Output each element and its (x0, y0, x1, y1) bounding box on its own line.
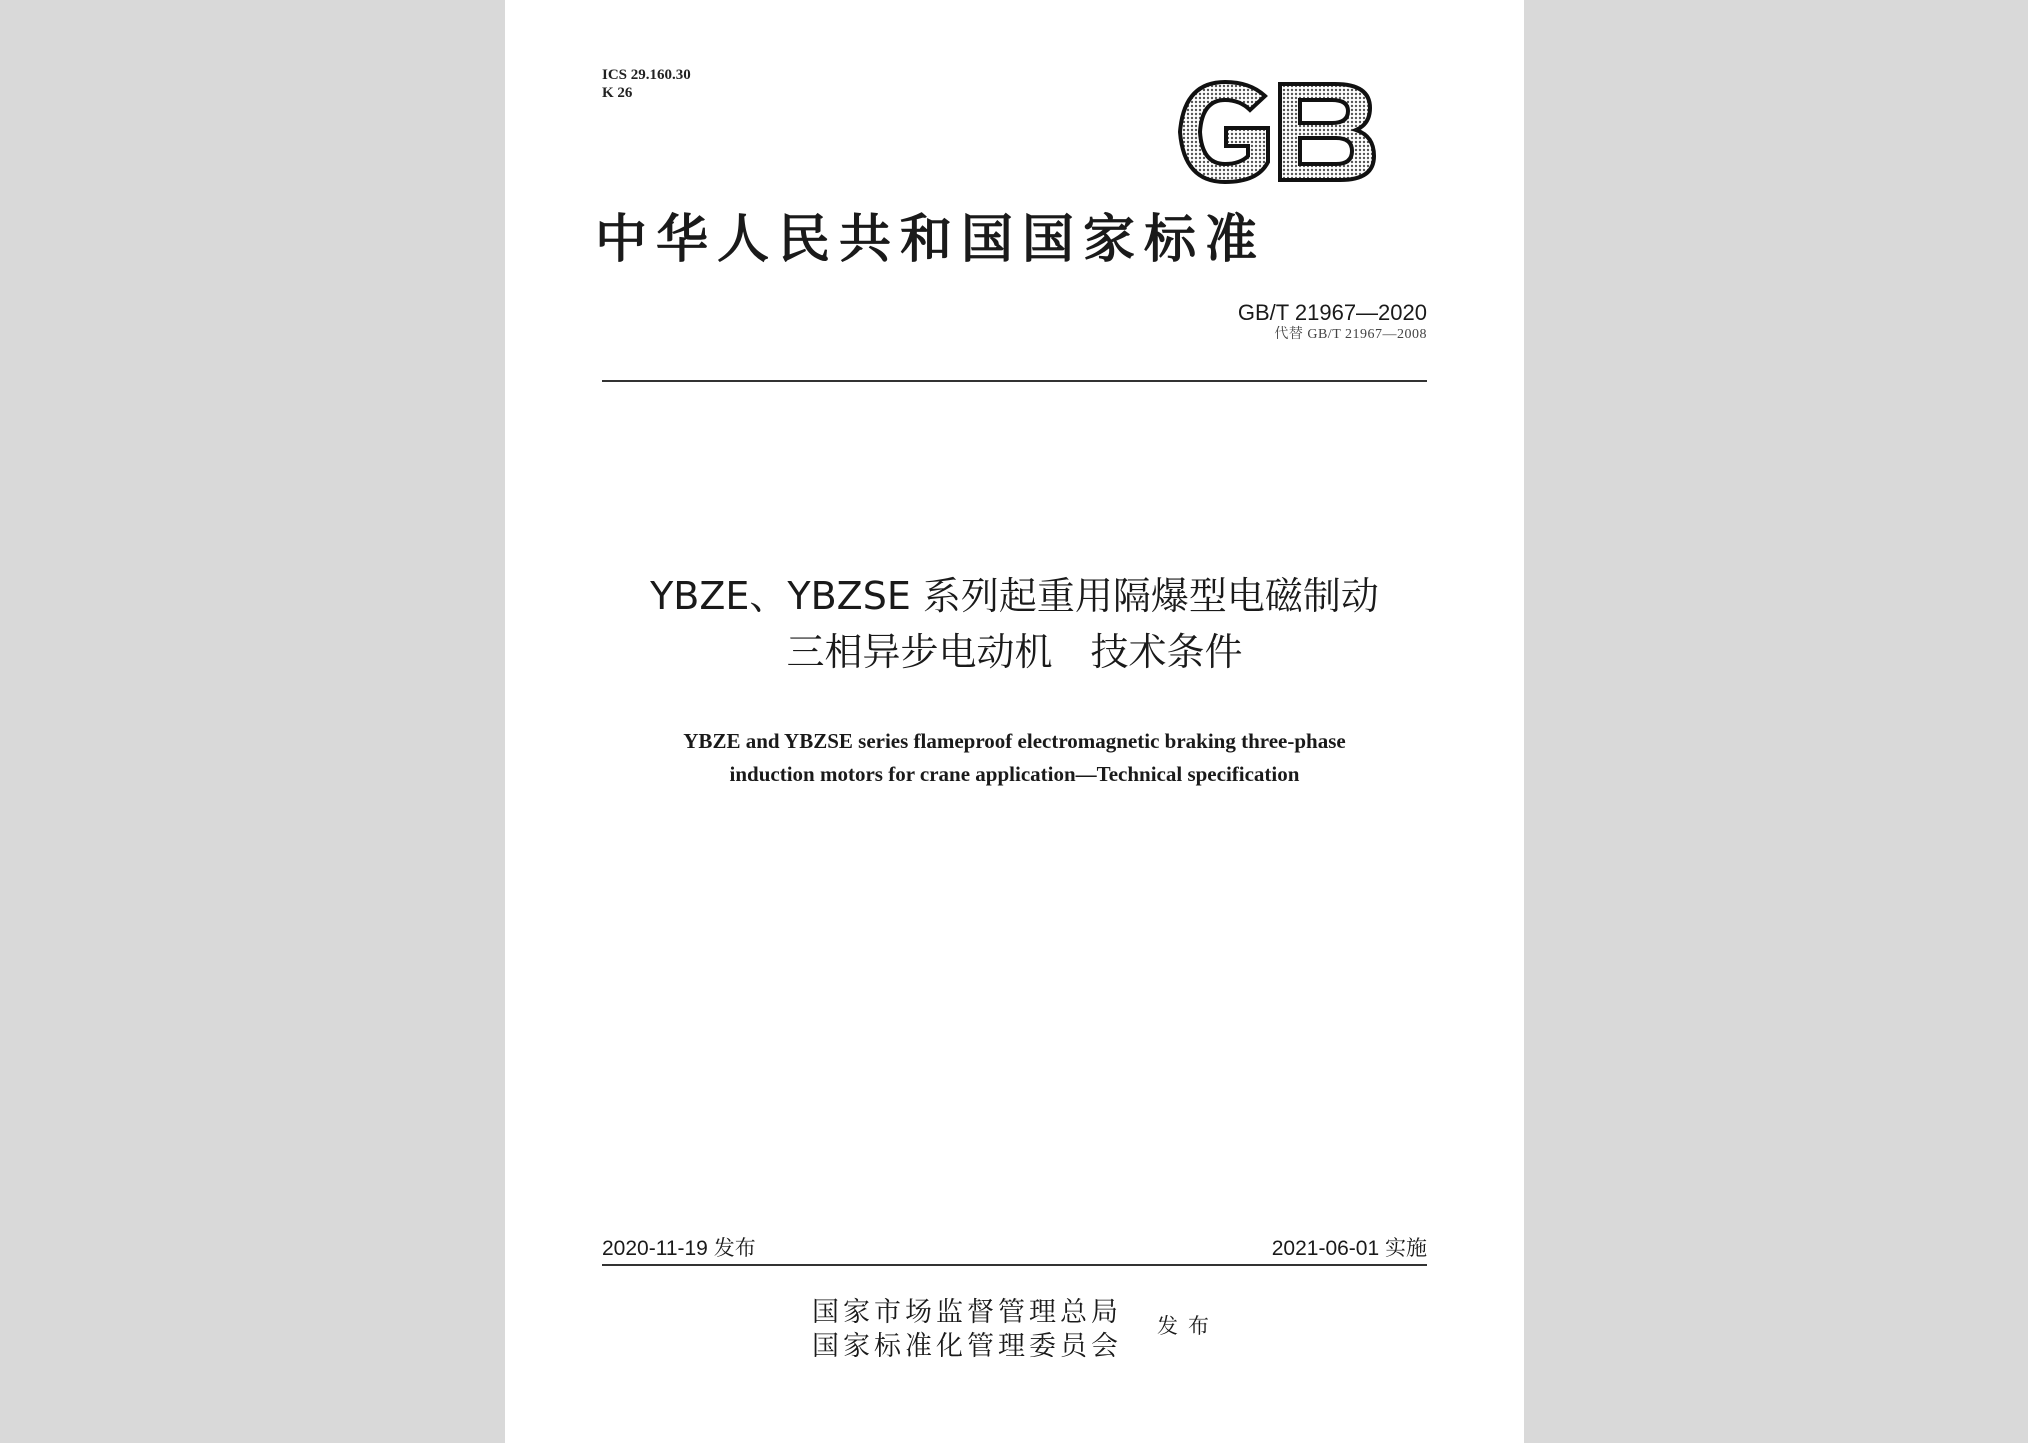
english-title-line-1: YBZE and YBZSE series flameproof electromagnetic braking three-phase (683, 729, 1346, 753)
date-row (602, 1236, 1427, 1264)
english-title (505, 725, 1524, 791)
chinese-title-line-2: 三相异步电动机 技术条件 (786, 630, 1243, 674)
ccs-code: K 26 (602, 85, 633, 101)
chinese-title-line-1: YBZE、YBZSE 系列起重用隔爆型电磁制动 (650, 574, 1379, 618)
standard-number: GB/T 21967—2020 (1237, 300, 1427, 325)
ics-code: ICS 29.160.30 (602, 67, 691, 83)
publishers (812, 1296, 1122, 1364)
bottom-divider (602, 1264, 1427, 1266)
issuing-state-title: 中华人民共和国国家标准 (595, 209, 1267, 270)
implementation-date: 2021-06-01 实施 (1271, 1237, 1427, 1260)
publisher-sac: 国家标准化管理委员会 (812, 1331, 1122, 1362)
chinese-title (505, 568, 1524, 680)
document-page (505, 0, 1524, 1443)
issue-date: 2020-11-19 发布 (602, 1237, 756, 1260)
gb-logo-text: GB (1170, 76, 1172, 77)
publisher-samr: 国家市场监督管理总局 (812, 1297, 1122, 1328)
english-title-line-2: induction motors for crane application—Technical specification (729, 762, 1300, 786)
classification-codes (602, 66, 691, 102)
replaced-standard: 代替 GB/T 21967—2008 (1274, 327, 1427, 342)
gb-logo (1170, 76, 1382, 188)
publish-label: 发布 (1157, 1314, 1219, 1338)
top-divider (602, 380, 1427, 382)
